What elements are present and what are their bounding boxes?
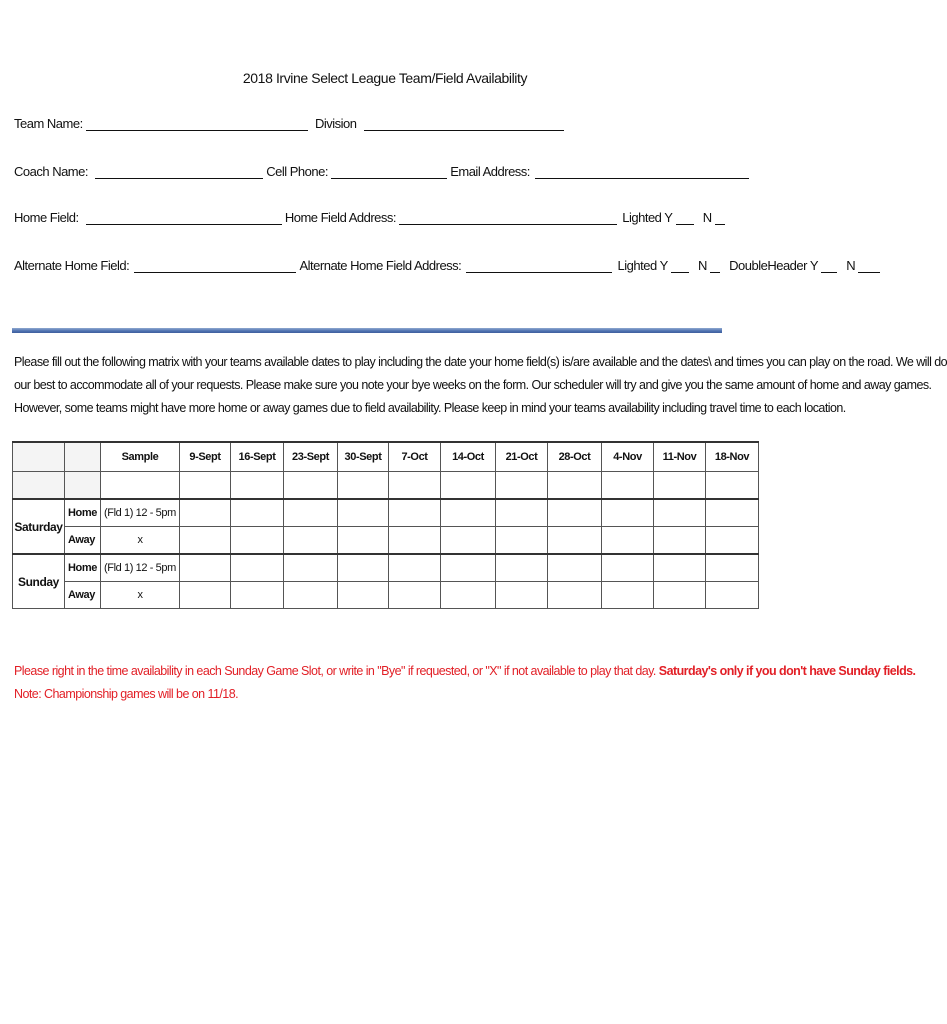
table-cell[interactable] bbox=[284, 554, 338, 582]
home-label: Home bbox=[65, 499, 101, 527]
coach-name-label: Coach Name: bbox=[14, 164, 88, 179]
table-cell[interactable] bbox=[180, 527, 231, 555]
table-cell[interactable] bbox=[441, 472, 496, 500]
cell-phone-label: Cell Phone: bbox=[266, 164, 328, 179]
home-field-address-label: Home Field Address: bbox=[284, 210, 396, 225]
table-cell[interactable] bbox=[180, 499, 231, 527]
header-date: 14-Oct bbox=[441, 442, 496, 472]
header-date: 11-Nov bbox=[654, 442, 706, 472]
table-cell[interactable] bbox=[284, 472, 338, 500]
table-row bbox=[13, 472, 759, 500]
sample-away-value: x bbox=[101, 582, 180, 609]
table-cell[interactable] bbox=[338, 472, 389, 500]
division-field[interactable] bbox=[364, 116, 564, 131]
table-cell[interactable] bbox=[101, 472, 180, 500]
form-title: 2018 Irvine Select League Team/Field Availability bbox=[242, 70, 528, 86]
table-cell[interactable] bbox=[389, 527, 441, 555]
header-date: 16-Sept bbox=[231, 442, 284, 472]
table-cell[interactable] bbox=[602, 527, 654, 555]
doubleheader-label: DoubleHeader Y bbox=[729, 258, 819, 273]
doubleheader-yes-field[interactable] bbox=[821, 258, 837, 273]
alt-home-field-address-label: Alternate Home Field Address: bbox=[299, 258, 462, 273]
table-cell[interactable] bbox=[548, 554, 602, 582]
home-field-row bbox=[14, 210, 725, 228]
note-bold-text: Saturday's only if you don't have Sunday fields. bbox=[658, 664, 916, 678]
table-cell[interactable] bbox=[548, 527, 602, 555]
alt-home-field-row bbox=[14, 258, 880, 276]
sample-home-value: (Fld 1) 12 - 5pm bbox=[101, 499, 180, 527]
table-cell[interactable] bbox=[231, 554, 284, 582]
header-date: 7-Oct bbox=[389, 442, 441, 472]
table-cell[interactable] bbox=[231, 527, 284, 555]
home-field-field[interactable] bbox=[86, 210, 282, 225]
table-cell[interactable] bbox=[496, 527, 548, 555]
lighted-n-label: N bbox=[702, 210, 712, 225]
instructions-line: Please fill out the following matrix with your teams available dates to play including the date your home field(s) is/are available and the dates\ and times you can play on the road. We will do bbox=[14, 355, 947, 369]
header-date: 28-Oct bbox=[548, 442, 602, 472]
note-line bbox=[14, 660, 915, 683]
team-division-row bbox=[14, 116, 564, 134]
table-cell[interactable] bbox=[548, 472, 602, 500]
table-cell[interactable] bbox=[496, 472, 548, 500]
email-label: Email Address: bbox=[450, 164, 530, 179]
table-cell[interactable] bbox=[706, 527, 759, 555]
alt-lighted-no-field[interactable] bbox=[710, 258, 720, 273]
division-label: Division bbox=[314, 116, 357, 131]
alt-home-field-label: Alternate Home Field: bbox=[14, 258, 130, 273]
table-cell[interactable] bbox=[231, 499, 284, 527]
table-cell[interactable] bbox=[602, 499, 654, 527]
table-cell[interactable] bbox=[496, 582, 548, 609]
table-cell[interactable] bbox=[706, 472, 759, 500]
header-sample: Sample bbox=[101, 442, 180, 472]
table-cell[interactable] bbox=[338, 554, 389, 582]
alt-lighted-label: Lighted Y bbox=[617, 258, 668, 273]
instructions-line: However, some teams might have more home or away games due to field availability. Please keep in mind your teams availability including travel time to each location. bbox=[14, 401, 846, 415]
alt-lighted-yes-field[interactable] bbox=[671, 258, 689, 273]
sunday-label: Sunday bbox=[13, 554, 65, 609]
home-field-label: Home Field: bbox=[14, 210, 79, 225]
coach-name-field[interactable] bbox=[95, 164, 263, 179]
table-cell[interactable] bbox=[496, 554, 548, 582]
table-cell[interactable] bbox=[389, 554, 441, 582]
alt-lighted-n-label: N bbox=[698, 258, 707, 273]
table-cell[interactable] bbox=[654, 582, 706, 609]
table-cell[interactable] bbox=[706, 554, 759, 582]
team-name-field[interactable] bbox=[86, 116, 308, 131]
instructions-line: our best to accommodate all of your requests. Please make sure you note your bye weeks on the form. Our scheduler will try and give you the same amount of home and away games. bbox=[14, 378, 932, 392]
home-label: Home bbox=[65, 554, 101, 582]
lighted-label: Lighted Y bbox=[622, 210, 673, 225]
table-cell[interactable] bbox=[441, 554, 496, 582]
table-cell[interactable] bbox=[180, 554, 231, 582]
table-cell[interactable] bbox=[284, 499, 338, 527]
sample-home-value: (Fld 1) 12 - 5pm bbox=[101, 554, 180, 582]
header-corner-cell bbox=[13, 442, 65, 472]
instructions-paragraph bbox=[14, 351, 947, 420]
table-cell[interactable] bbox=[602, 582, 654, 609]
table-cell[interactable] bbox=[389, 582, 441, 609]
header-date: 4-Nov bbox=[602, 442, 654, 472]
table-cell[interactable] bbox=[706, 499, 759, 527]
note-text: Please right in the time availability in each Sunday Game Slot, or write in "Bye" if requested, or "X" if not available to play that day. bbox=[14, 664, 656, 678]
table-cell[interactable] bbox=[654, 472, 706, 500]
sample-away-value: x bbox=[101, 527, 180, 555]
table-cell[interactable] bbox=[231, 582, 284, 609]
table-cell[interactable] bbox=[441, 582, 496, 609]
table-cell[interactable] bbox=[548, 582, 602, 609]
email-field[interactable] bbox=[535, 164, 749, 179]
lighted-yes-field[interactable] bbox=[676, 210, 694, 225]
header-date: 23-Sept bbox=[284, 442, 338, 472]
table-cell[interactable] bbox=[441, 527, 496, 555]
doubleheader-n-label: N bbox=[846, 258, 856, 273]
cell-phone-field[interactable] bbox=[331, 164, 447, 179]
table-cell[interactable] bbox=[654, 527, 706, 555]
alt-home-field-address-field[interactable] bbox=[466, 258, 612, 273]
availability-table bbox=[12, 441, 759, 609]
table-cell[interactable] bbox=[338, 527, 389, 555]
doubleheader-no-field[interactable] bbox=[858, 258, 880, 273]
header-date: 18-Nov bbox=[706, 442, 759, 472]
table-cell[interactable] bbox=[338, 582, 389, 609]
table-cell[interactable] bbox=[284, 527, 338, 555]
team-name-label: Team Name: bbox=[14, 116, 83, 131]
table-cell[interactable] bbox=[441, 499, 496, 527]
home-field-address-field[interactable] bbox=[399, 210, 617, 225]
section-divider bbox=[12, 328, 722, 333]
red-note bbox=[14, 660, 915, 706]
table-cell[interactable] bbox=[654, 554, 706, 582]
table-cell[interactable] bbox=[654, 499, 706, 527]
alt-home-field-field[interactable] bbox=[134, 258, 296, 273]
table-cell[interactable] bbox=[602, 554, 654, 582]
table-cell[interactable] bbox=[284, 582, 338, 609]
table-cell[interactable] bbox=[180, 582, 231, 609]
header-date: 30-Sept bbox=[338, 442, 389, 472]
away-label: Away bbox=[65, 527, 101, 555]
header-date: 21-Oct bbox=[496, 442, 548, 472]
table-row bbox=[13, 554, 759, 582]
table-cell[interactable] bbox=[706, 582, 759, 609]
note-line: Note: Championship games will be on 11/18. bbox=[14, 687, 239, 701]
table-cell[interactable] bbox=[496, 499, 548, 527]
header-corner-cell bbox=[65, 442, 101, 472]
saturday-label: Saturday bbox=[13, 499, 65, 554]
lighted-no-field[interactable] bbox=[715, 210, 725, 225]
table-row bbox=[13, 499, 759, 527]
away-label: Away bbox=[65, 582, 101, 609]
table-cell[interactable] bbox=[180, 472, 231, 500]
table-cell[interactable] bbox=[602, 472, 654, 500]
header-date: 9-Sept bbox=[180, 442, 231, 472]
table-cell[interactable] bbox=[389, 472, 441, 500]
table-row bbox=[13, 527, 759, 555]
coach-row bbox=[14, 164, 749, 182]
table-row bbox=[13, 582, 759, 609]
table-cell[interactable] bbox=[338, 499, 389, 527]
table-cell[interactable] bbox=[231, 472, 284, 500]
table-cell[interactable] bbox=[548, 499, 602, 527]
table-cell[interactable] bbox=[389, 499, 441, 527]
